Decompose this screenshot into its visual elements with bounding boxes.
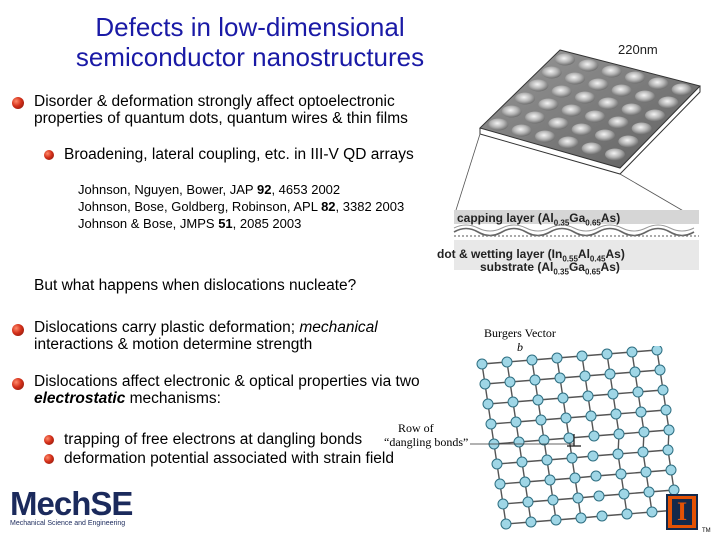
lattice-atom <box>636 407 646 417</box>
quantum-dot-bump <box>632 123 652 135</box>
lattice-atom <box>492 459 502 469</box>
quantum-dot-bump <box>598 98 618 110</box>
lattice-atom <box>597 511 607 521</box>
quantum-dot-bump <box>618 136 638 148</box>
lattice-atom <box>613 449 623 459</box>
lattice-atom <box>576 513 586 523</box>
quantum-dot-bump <box>535 131 555 143</box>
lattice-atom <box>517 457 527 467</box>
dangling-bonds-label: Row of “dangling bonds” <box>384 421 469 449</box>
lattice-atom <box>614 429 624 439</box>
quantum-dot-array-figure <box>440 20 715 280</box>
lattice-atom <box>666 465 676 475</box>
quantum-dot-bump <box>622 104 642 116</box>
quantum-dot-bump <box>588 79 608 91</box>
reference-3: Johnson & Bose, JMPS 51, 2085 2003 <box>78 216 302 231</box>
lattice-atom <box>583 391 593 401</box>
lattice-atom <box>661 405 671 415</box>
lattice-atom <box>511 417 521 427</box>
lattice-atom <box>552 353 562 363</box>
quantum-dot-bump <box>648 78 668 90</box>
lattice-atom <box>652 346 662 355</box>
lattice-atom <box>505 377 515 387</box>
sub-bullet-broadening: Broadening, lateral coupling, etc. in III-V QD arrays <box>64 146 414 163</box>
quantum-dot-bump <box>548 118 568 130</box>
bullet-mechanical-line1: Dislocations carry plastic deformation; mechanical <box>34 319 378 336</box>
quantum-dot-bump <box>582 143 602 155</box>
lattice-atom <box>508 397 518 407</box>
lattice-atom <box>605 369 615 379</box>
mechse-logo <box>10 485 133 527</box>
quantum-dot-bump <box>558 137 578 149</box>
quantum-dot-bump <box>578 60 598 72</box>
quantum-dot-bump <box>562 105 582 117</box>
lattice-atom <box>570 473 580 483</box>
sub-bullet-deformation: deformation potential associated with strain field <box>64 450 394 467</box>
lattice-atom <box>580 371 590 381</box>
lattice-atom <box>501 519 511 529</box>
lattice-atom <box>658 385 668 395</box>
lattice-atom <box>495 479 505 489</box>
bullet-disorder-line2: properties of quantum dots, quantum wires & thin films <box>34 110 408 127</box>
quantum-dot-bump <box>635 91 655 103</box>
quantum-dot-bump <box>512 125 532 137</box>
lattice-atom <box>602 349 612 359</box>
quantum-dot-bump <box>602 66 622 78</box>
lattice-atom <box>619 489 629 499</box>
lattice-atom <box>594 491 604 501</box>
lattice-atom <box>638 447 648 457</box>
bullet-disorder-line1: Disorder & deformation strongly affect optoelectronic <box>34 93 395 110</box>
lattice-atom <box>591 471 601 481</box>
burgers-vector-symbol: b <box>517 340 523 354</box>
lattice-atom <box>663 445 673 455</box>
sub-bullet-icon <box>44 454 54 464</box>
title-line-1: Defects in low-dimensional <box>95 12 405 42</box>
lattice-atom <box>551 515 561 525</box>
quantum-dot-bump <box>608 117 628 129</box>
substrate-label: substrate $(Al_{0.35}Ga_{0.65}As)$ <box>480 260 620 277</box>
lattice-atom <box>502 357 512 367</box>
lattice-atom <box>527 355 537 365</box>
lattice-atom <box>664 425 674 435</box>
lattice-atom <box>558 393 568 403</box>
lattice-atom <box>498 499 508 509</box>
quantum-dot-bump <box>528 80 548 92</box>
dot-wetting-layer-label: dot & wetting layer $(In_{0.55}Al_{0.45}As)$ <box>437 247 625 264</box>
quantum-dot-bump <box>502 106 522 118</box>
lattice-atom <box>526 517 536 527</box>
lattice-atom <box>533 395 543 405</box>
reference-1: Johnson, Nguyen, Bower, JAP 92, 4653 2002 <box>78 182 341 197</box>
lattice-atom <box>644 487 654 497</box>
lattice-atom <box>588 451 598 461</box>
quantum-dot-bump <box>555 54 575 66</box>
sub-bullet-icon <box>44 150 54 160</box>
quantum-dot-bump <box>612 85 632 97</box>
lattice-atom <box>536 415 546 425</box>
quantum-dot-bump <box>605 149 625 161</box>
quantum-dot-bump <box>515 93 535 105</box>
sub-bullet-trapping: trapping of free electrons at dangling bonds <box>64 431 363 448</box>
illinois-letter: I <box>672 499 692 525</box>
bullet-electrostatic <box>34 373 464 407</box>
bullet-icon <box>12 378 24 390</box>
quantum-dot-bump <box>595 130 615 142</box>
bullet-mechanical-line2: interactions & motion determine strength <box>34 336 313 353</box>
lattice-atom <box>639 427 649 437</box>
lattice-atom <box>586 411 596 421</box>
lattice-atom <box>477 359 487 369</box>
lattice-atom <box>616 469 626 479</box>
quantum-dot-bump <box>672 84 692 96</box>
logo-subtitle: Mechanical Science and Engineering <box>10 520 126 527</box>
capping-layer-label: capping layer $(Al_{0.35}Ga_{0.65}As)$ <box>457 211 621 228</box>
lattice-atom <box>633 387 643 397</box>
lattice-atom <box>555 373 565 383</box>
slide-title <box>40 12 460 72</box>
quantum-dot-bump <box>645 110 665 122</box>
dangling-bonds-pointer <box>470 436 580 452</box>
quantum-dot-bump <box>525 112 545 124</box>
reference-2: Johnson, Bose, Goldberg, Robinson, APL 82, 3382 2003 <box>78 199 405 214</box>
quantum-dot-bump <box>585 111 605 123</box>
sub-bullet-icon <box>44 435 54 445</box>
lattice-atom <box>627 347 637 357</box>
lattice-atom <box>589 431 599 441</box>
trademark-label: TM <box>702 528 711 534</box>
scale-label: 220nm <box>618 42 658 57</box>
bullet-disorder <box>34 93 464 127</box>
lattice-atom <box>486 419 496 429</box>
bullet-electrostatic-line2: electrostatic mechanisms: <box>34 390 221 407</box>
quantum-dot-bump <box>572 124 592 136</box>
lattice-atom <box>641 467 651 477</box>
quantum-dot-bump <box>538 99 558 111</box>
illinois-logo <box>666 494 698 530</box>
lattice-atom <box>655 365 665 375</box>
quantum-dot-bump <box>658 97 678 109</box>
lattice-atom <box>561 413 571 423</box>
lattice-atom <box>608 389 618 399</box>
lattice-atom <box>530 375 540 385</box>
lattice-atom <box>483 399 493 409</box>
lattice-atom <box>548 495 558 505</box>
bullet-icon <box>12 324 24 336</box>
lattice-atom <box>545 475 555 485</box>
lattice-atom <box>577 351 587 361</box>
bullet-mechanical <box>34 319 454 353</box>
bullet-icon <box>12 97 24 109</box>
question-text: But what happens when dislocations nucleate? <box>34 277 357 294</box>
quantum-dot-bump <box>565 73 585 85</box>
lattice-atom <box>523 497 533 507</box>
lattice-atom <box>622 509 632 519</box>
references <box>78 181 448 232</box>
lattice-atom <box>647 507 657 517</box>
lattice-atom <box>611 409 621 419</box>
lattice-atom <box>480 379 490 389</box>
logo-mech: Mech <box>10 485 91 522</box>
lattice-atom <box>567 453 577 463</box>
lattice-atom <box>542 455 552 465</box>
quantum-dot-bump <box>542 67 562 79</box>
lattice-atom <box>520 477 530 487</box>
burgers-vector-label: Burgers Vector b <box>484 326 556 354</box>
logo-se: SE <box>90 485 133 522</box>
bullet-electrostatic-line1: Dislocations affect electronic & optical properties via two <box>34 373 420 390</box>
quantum-dot-bump <box>625 72 645 84</box>
lattice-atom <box>630 367 640 377</box>
quantum-dot-bump <box>575 92 595 104</box>
quantum-dot-bump <box>488 119 508 131</box>
quantum-dot-bump <box>552 86 572 98</box>
lattice-atom <box>573 493 583 503</box>
title-line-2: semiconductor nanostructures <box>75 42 425 72</box>
